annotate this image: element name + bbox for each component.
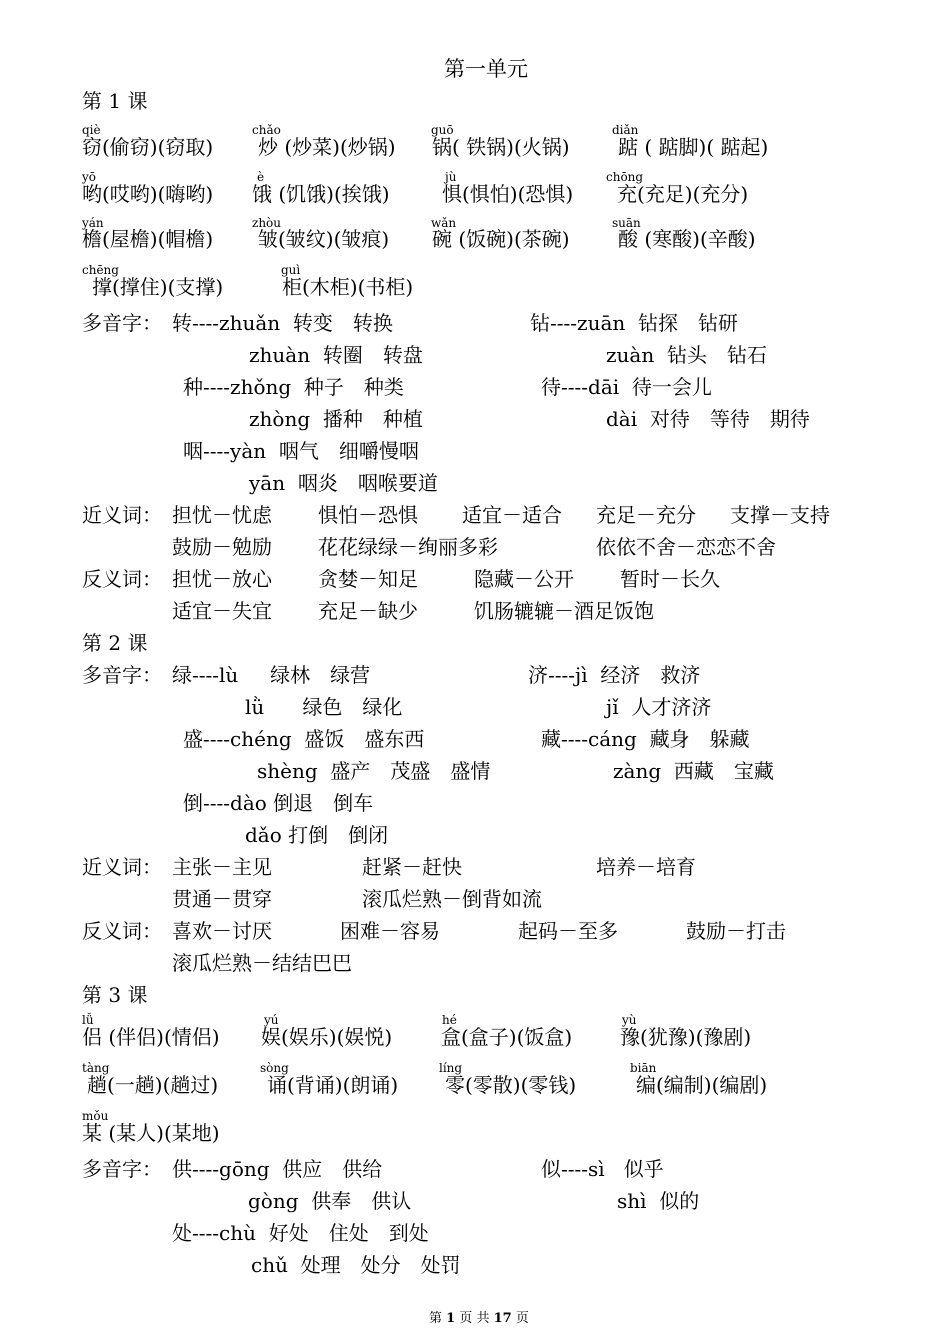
polyphone-reading xyxy=(245,695,402,719)
char-entry xyxy=(617,182,748,206)
char-entry xyxy=(445,1073,576,1097)
polyphone-reading xyxy=(249,343,423,367)
char: 侣 xyxy=(82,1025,102,1049)
char-entry xyxy=(258,135,396,159)
polyphone-words: 咽气 细嚼慢咽 xyxy=(278,439,419,463)
polyphone-words: 西藏 宝藏 xyxy=(673,759,774,783)
antonym-label: 反义词： xyxy=(82,919,162,943)
pinyin-annotation: wǎn xyxy=(431,216,457,230)
pinyin-annotation: yú xyxy=(264,1013,279,1027)
pinyin: yàn xyxy=(230,439,267,463)
polyphone-words: 打倒 倒闭 xyxy=(288,823,389,847)
polyphone-words: 绿色 绿化 xyxy=(302,695,403,719)
pinyin: zhòng xyxy=(249,407,311,431)
dash: ---- xyxy=(561,1157,589,1181)
pinyin-annotation: diǎn xyxy=(612,123,639,137)
char-entry xyxy=(432,227,570,251)
word-pair: 鼓励－打击 xyxy=(686,919,786,943)
pinyin-annotation: chēng xyxy=(82,263,119,277)
char: 撑 xyxy=(92,275,112,299)
char-words: (犹豫)(豫剧) xyxy=(640,1025,752,1049)
footer-text: 页 xyxy=(515,1311,529,1326)
polyphone-entry xyxy=(528,663,700,687)
word-pair: 滚瓜烂熟－倒背如流 xyxy=(362,887,542,911)
char-entry xyxy=(282,275,413,299)
pinyin-annotation: guì xyxy=(281,263,301,277)
char-words: (炒菜)(炒锅) xyxy=(284,135,396,159)
pinyin: shì xyxy=(617,1189,647,1213)
pinyin-annotation: qiè xyxy=(82,123,101,137)
pinyin: gōng xyxy=(219,1157,270,1181)
pinyin: sì xyxy=(588,1157,605,1181)
char-entry xyxy=(252,182,390,206)
page-title: 第一单元 xyxy=(444,57,528,81)
polyphone-char: 盛 xyxy=(183,727,203,751)
word-pair: 培养－培育 xyxy=(596,855,696,879)
char-entry xyxy=(82,182,213,206)
char-words: ( 踮脚)( 踮起) xyxy=(644,135,769,159)
lesson-heading: 第 3 课 xyxy=(82,983,148,1007)
polyphone-reading xyxy=(248,1189,411,1213)
dash: ---- xyxy=(203,375,231,399)
word-pair: 适宜－失宜 xyxy=(172,599,272,623)
synonym-label: 近义词： xyxy=(82,855,162,879)
pinyin: jì xyxy=(575,663,588,687)
char-entry xyxy=(618,135,768,159)
polyphone-words: 绿林 绿营 xyxy=(270,663,371,687)
polyphone-words: 播种 种植 xyxy=(322,407,423,431)
polyphone-label: 多音字： xyxy=(82,311,162,335)
polyphone-char: 绿 xyxy=(172,663,192,687)
footer-text: 页 共 xyxy=(459,1311,490,1326)
pinyin: zhǒng xyxy=(230,375,292,399)
pinyin-annotation: sòng xyxy=(260,1061,289,1075)
polyphone-char: 供 xyxy=(172,1157,192,1181)
char: 酸 xyxy=(618,227,638,251)
polyphone-words: 转圈 转盘 xyxy=(322,343,423,367)
char-entry xyxy=(618,227,756,251)
word-pair: 困难－容易 xyxy=(340,919,440,943)
char: 锅 xyxy=(432,135,452,159)
char: 皱 xyxy=(258,227,278,251)
char-words: (屋檐)(帽檐) xyxy=(102,227,214,251)
char: 豫 xyxy=(620,1025,640,1049)
footer-text: 第 xyxy=(429,1311,443,1326)
dash: ---- xyxy=(203,439,231,463)
polyphone-entry xyxy=(172,1221,429,1245)
char-words: (饥饿)(挨饿) xyxy=(278,182,390,206)
polyphone-words: 盛饭 盛东西 xyxy=(304,727,425,751)
pinyin: lǜ xyxy=(245,695,265,719)
polyphone-reading xyxy=(606,695,711,719)
word-pair: 充足－充分 xyxy=(596,503,696,527)
char-entry xyxy=(261,1025,392,1049)
char-words: (偷窃)(窃取) xyxy=(102,135,214,159)
char-entry xyxy=(258,227,389,251)
word-pair: 饥肠辘辘－酒足饭饱 xyxy=(474,599,654,623)
polyphone-entry xyxy=(172,1157,382,1181)
char-entry xyxy=(82,227,213,251)
pinyin-annotation: chōng xyxy=(606,170,644,184)
char: 柜 xyxy=(282,275,302,299)
word-pair: 暂时－长久 xyxy=(620,567,720,591)
pinyin: chéng xyxy=(230,727,292,751)
pinyin: chǔ xyxy=(251,1253,288,1277)
char-words: ( 铁锅)(火锅) xyxy=(452,135,570,159)
char-words: (零散)(零钱) xyxy=(465,1073,577,1097)
pinyin-annotation: lǚ xyxy=(82,1013,94,1027)
char-entry xyxy=(441,1025,572,1049)
polyphone-entry xyxy=(541,1157,664,1181)
pinyin: zuān xyxy=(577,311,626,335)
pinyin-annotation: tàng xyxy=(82,1061,110,1075)
polyphone-words: 盛产 茂盛 盛情 xyxy=(330,759,491,783)
char-entry xyxy=(82,1025,220,1049)
char: 碗 xyxy=(432,227,452,251)
char-entry xyxy=(87,1073,218,1097)
page-footer xyxy=(429,1312,529,1326)
dash: ---- xyxy=(192,663,220,687)
char: 盒 xyxy=(441,1025,461,1049)
polyphone-reading xyxy=(617,1189,699,1213)
char-words: (撑住)(支撑) xyxy=(112,275,224,299)
char: 炒 xyxy=(258,135,278,159)
word-pair: 喜欢－讨厌 xyxy=(172,919,272,943)
polyphone-reading xyxy=(249,471,438,495)
pinyin-annotation: chǎo xyxy=(252,123,281,137)
polyphone-reading xyxy=(257,759,490,783)
char-words: (娱乐)(娱悦) xyxy=(281,1025,393,1049)
polyphone-reading xyxy=(251,1253,461,1277)
polyphone-char: 倒 xyxy=(183,791,203,815)
polyphone-reading xyxy=(249,407,423,431)
dash: ---- xyxy=(203,727,231,751)
polyphone-reading xyxy=(613,759,774,783)
pinyin-annotation: mǒu xyxy=(82,1109,109,1123)
dash: ---- xyxy=(550,311,578,335)
pinyin-annotation: è xyxy=(257,170,265,184)
polyphone-entry xyxy=(541,375,712,399)
polyphone-words: 好处 住处 到处 xyxy=(268,1221,429,1245)
char: 编 xyxy=(636,1073,656,1097)
pinyin: gòng xyxy=(248,1189,299,1213)
word-pair: 起码－至多 xyxy=(518,919,618,943)
char-entry xyxy=(636,1073,767,1097)
word-pair: 鼓励－勉励 xyxy=(172,535,272,559)
polyphone-reading xyxy=(606,407,810,431)
char-words: (充足)(充分) xyxy=(637,182,749,206)
pinyin: jǐ xyxy=(606,695,619,719)
char-entry xyxy=(92,275,223,299)
polyphone-entry xyxy=(172,663,370,687)
word-pair: 花花绿绿－绚丽多彩 xyxy=(318,535,498,559)
polyphone-words: 对待 等待 期待 xyxy=(649,407,810,431)
pinyin: dǎo xyxy=(245,823,282,847)
pinyin-annotation: biān xyxy=(630,1061,657,1075)
char-words: (寒酸)(辛酸) xyxy=(644,227,756,251)
polyphone-char: 转 xyxy=(172,311,192,335)
antonym-label: 反义词： xyxy=(82,567,162,591)
pinyin: zhuǎn xyxy=(219,311,281,335)
page-number: 1 xyxy=(446,1311,456,1326)
polyphone-label: 多音字： xyxy=(82,1157,162,1181)
polyphone-words: 似乎 xyxy=(623,1157,664,1181)
pinyin: dāi xyxy=(588,375,620,399)
polyphone-words: 待一会儿 xyxy=(631,375,712,399)
pinyin: shèng xyxy=(257,759,318,783)
pinyin-annotation: yō xyxy=(82,170,97,184)
polyphone-words: 人才济济 xyxy=(631,695,712,719)
char: 惧 xyxy=(442,182,462,206)
char-words: (背诵)(朗诵) xyxy=(287,1073,399,1097)
polyphone-words: 供奉 供认 xyxy=(311,1189,412,1213)
char-words: (一趟)(趟过) xyxy=(107,1073,219,1097)
dash: ---- xyxy=(192,1221,220,1245)
polyphone-char: 似 xyxy=(541,1157,561,1181)
polyphone-entry xyxy=(172,311,393,335)
word-pair: 担忧－忧虑 xyxy=(172,503,272,527)
pinyin: cáng xyxy=(588,727,637,751)
pinyin-annotation: suān xyxy=(612,216,641,230)
char: 檐 xyxy=(82,227,102,251)
polyphone-entry xyxy=(530,311,738,335)
polyphone-entry xyxy=(541,727,750,751)
char: 窃 xyxy=(82,135,102,159)
polyphone-entry xyxy=(183,439,419,463)
polyphone-words: 倒退 倒车 xyxy=(273,791,374,815)
dash: ---- xyxy=(561,727,589,751)
char-words: (伴侣)(情侣) xyxy=(108,1025,220,1049)
word-pair: 贯通－贯穿 xyxy=(172,887,272,911)
word-pair: 赶紧－赶快 xyxy=(362,855,462,879)
polyphone-words: 藏身 躲藏 xyxy=(649,727,750,751)
char-entry xyxy=(82,135,213,159)
polyphone-words: 咽炎 咽喉要道 xyxy=(297,471,438,495)
word-pair: 惧怕－恐惧 xyxy=(318,503,418,527)
char-words: (哎哟)(嗨哟) xyxy=(102,182,214,206)
page-total: 17 xyxy=(493,1311,512,1326)
char: 某 xyxy=(82,1121,102,1145)
polyphone-words: 转变 转换 xyxy=(292,311,393,335)
char-words: (某人)(某地) xyxy=(108,1121,220,1145)
polyphone-char: 待 xyxy=(541,375,561,399)
lesson-heading: 第 1 课 xyxy=(82,89,148,113)
polyphone-entry xyxy=(183,791,373,815)
dash: ---- xyxy=(192,311,220,335)
word-pair: 充足－缺少 xyxy=(318,599,418,623)
char-words: (饭碗)(茶碗) xyxy=(458,227,570,251)
word-pair: 支撑－支持 xyxy=(730,503,830,527)
word-pair: 依依不舍－恋恋不舍 xyxy=(596,535,776,559)
word-pair: 主张－主见 xyxy=(172,855,272,879)
char: 趟 xyxy=(87,1073,107,1097)
polyphone-words: 处理 处分 处罚 xyxy=(300,1253,461,1277)
polyphone-char: 钻 xyxy=(530,311,550,335)
pinyin-annotation: yán xyxy=(82,216,104,230)
pinyin-annotation: jù xyxy=(445,170,457,184)
polyphone-char: 处 xyxy=(172,1221,192,1245)
char: 零 xyxy=(445,1073,465,1097)
word-pair: 担忧－放心 xyxy=(172,567,272,591)
char-entry xyxy=(82,1121,220,1145)
char: 娱 xyxy=(261,1025,281,1049)
dash: ---- xyxy=(548,663,576,687)
polyphone-reading xyxy=(606,343,767,367)
polyphone-words: 经济 救济 xyxy=(600,663,701,687)
word-pair: 滚瓜烂熟－结结巴巴 xyxy=(172,951,352,975)
char-entry xyxy=(267,1073,398,1097)
polyphone-char: 藏 xyxy=(541,727,561,751)
char: 饿 xyxy=(252,182,272,206)
pinyin: lù xyxy=(219,663,239,687)
polyphone-words: 种子 种类 xyxy=(303,375,404,399)
char: 哟 xyxy=(82,182,102,206)
char-entry xyxy=(620,1025,751,1049)
char-words: (皱纹)(皱痕) xyxy=(278,227,390,251)
lesson-heading: 第 2 课 xyxy=(82,631,148,655)
char: 诵 xyxy=(267,1073,287,1097)
pinyin: zhuàn xyxy=(249,343,311,367)
pinyin-annotation: hé xyxy=(442,1013,457,1027)
polyphone-words: 似的 xyxy=(659,1189,700,1213)
polyphone-label: 多音字： xyxy=(82,663,162,687)
polyphone-words: 钻头 钻石 xyxy=(666,343,767,367)
polyphone-entry xyxy=(183,727,424,751)
word-pair: 隐藏－公开 xyxy=(474,567,574,591)
pinyin: zàng xyxy=(613,759,662,783)
char-entry xyxy=(442,182,573,206)
synonym-label: 近义词： xyxy=(82,503,162,527)
char: 充 xyxy=(617,182,637,206)
char-words: (盒子)(饭盒) xyxy=(461,1025,573,1049)
char-words: (惧怕)(恐惧) xyxy=(462,182,574,206)
word-pair: 贪婪－知足 xyxy=(318,567,418,591)
char-words: (编制)(编剧) xyxy=(656,1073,768,1097)
polyphone-reading xyxy=(245,823,388,847)
pinyin-annotation: yù xyxy=(622,1013,637,1027)
char-entry xyxy=(432,135,570,159)
pinyin-annotation: zhòu xyxy=(252,216,282,230)
pinyin-annotation: guō xyxy=(431,123,454,137)
dash: ---- xyxy=(203,791,231,815)
pinyin: zuàn xyxy=(606,343,655,367)
polyphone-char: 济 xyxy=(528,663,548,687)
polyphone-words: 钻探 钻研 xyxy=(637,311,738,335)
pinyin-annotation: líng xyxy=(439,1061,463,1075)
polyphone-char: 咽 xyxy=(183,439,203,463)
word-pair: 适宜－适合 xyxy=(462,503,562,527)
polyphone-words: 供应 供给 xyxy=(282,1157,383,1181)
polyphone-char: 种 xyxy=(183,375,203,399)
char-words: (木柜)(书柜) xyxy=(302,275,414,299)
pinyin: yān xyxy=(249,471,286,495)
pinyin: dào xyxy=(230,791,267,815)
dash: ---- xyxy=(192,1157,220,1181)
polyphone-entry xyxy=(183,375,404,399)
pinyin: chù xyxy=(219,1221,256,1245)
dash: ---- xyxy=(561,375,589,399)
pinyin: dài xyxy=(606,407,638,431)
char: 踮 xyxy=(618,135,638,159)
